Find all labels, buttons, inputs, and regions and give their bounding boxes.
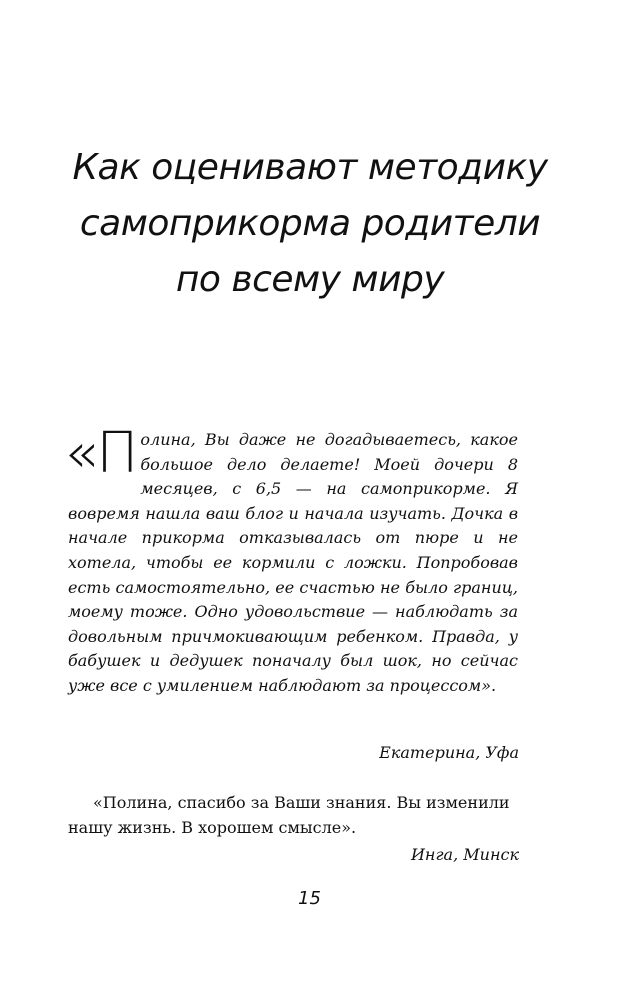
chapter-title-line: Как оценивают методику	[72, 147, 548, 188]
chapter-title	[60, 140, 560, 308]
testimonial-line: «Полина, спасибо за Ваши знания. Вы изменили	[93, 793, 510, 812]
testimonial-text: олина, Вы даже не догадываетесь, какое большое дело делаете! Моей дочери 8 месяцев, с 6,5 — на самоприкорме. Я вовремя нашла ваш блог и начала изучать. Дочка в начале прикорма отказывалась от пюре и не хотела, чтобы ее кормили с ложки. Попробовав есть самостоятельно, ее счастью не было границ, моему тоже. Одно удовольствие — наблюдать за довольным причмокивающим ребенком. Правда, у бабушек и дедушек поначалу был шок, но сейчас уже все с умилением наблюдают за процессом».	[68, 430, 518, 695]
chapter-title-line: самоприкорма родители	[79, 203, 541, 244]
testimonial-quote	[64, 421, 518, 699]
testimonial-line: нашу жизнь. В хорошем смысле».	[68, 818, 357, 837]
drop-cap: «П	[64, 421, 137, 486]
chapter-title-line: по всему миру	[175, 259, 445, 300]
testimonial-quote-plain	[68, 790, 518, 840]
testimonial-author: Инга, Минск	[410, 845, 519, 864]
page-number: 15	[298, 888, 321, 909]
testimonial-author: Екатерина, Уфа	[379, 743, 519, 762]
